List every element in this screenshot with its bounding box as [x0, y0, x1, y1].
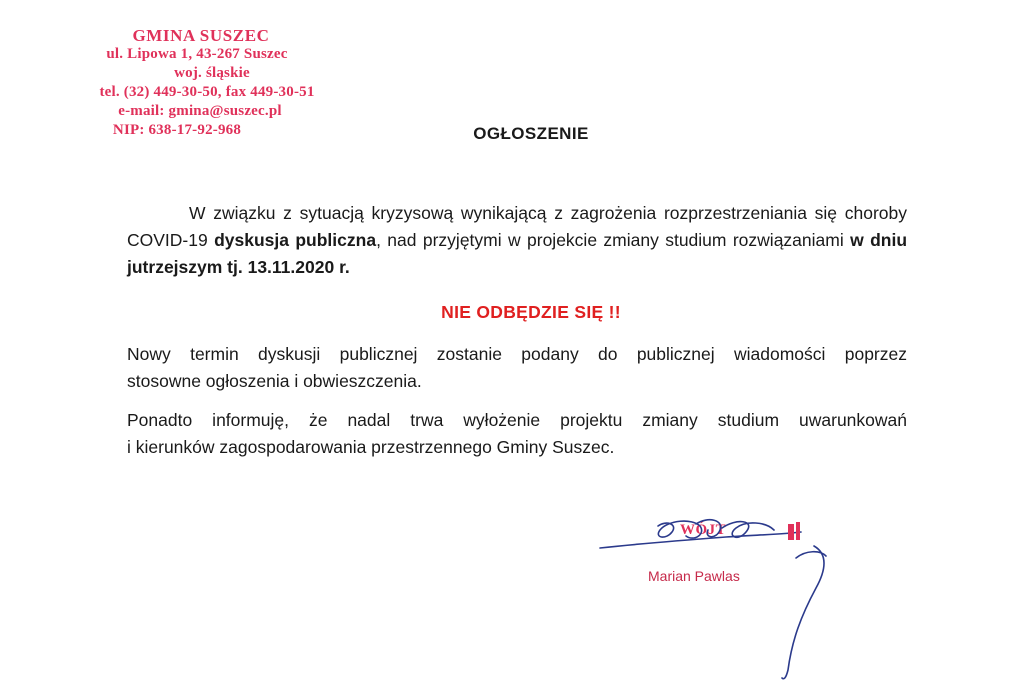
- paragraph1-text-a: W związku z sytuacją kryzysową wynikającą z zagrożenia rozprzestrzeniania się choroby COVID-19: [127, 203, 907, 250]
- stamp-email: e-mail: gmina@suszec.pl: [118, 103, 282, 119]
- stamp-phone: tel. (32) 449-30-50, fax 449-30-51: [99, 84, 315, 100]
- paragraph3-line1: Ponadto informuję, że nadal trwa wyłożenie projektu zmiany studium uwarunkowań: [127, 410, 907, 430]
- stamp-region: woj. śląskie: [174, 65, 250, 81]
- stamp-nip: NIP: 638-17-92-968: [112, 122, 242, 138]
- cancellation-notice: NIE ODBĘDZIE SIĘ !!: [441, 302, 621, 322]
- announcement-paragraph: [127, 200, 907, 281]
- signature-name: Marian Pawlas: [648, 568, 740, 584]
- paragraph1-bold-date: w dniu jutrzejszym tj. 13.11.2020 r.: [127, 230, 908, 277]
- paragraph2-line1: Nowy termin dyskusji publicznej zostanie podany do publicznej wiadomości poprzez: [127, 344, 907, 364]
- signature-role: WÓJT: [680, 522, 727, 538]
- stamp-name: GMINA SUSZEC: [132, 26, 270, 45]
- stamp-address: ul. Lipowa 1, 43-267 Suszec: [106, 46, 288, 62]
- paragraph1-text-b: , nad przyjętymi w projekcie zmiany studium rozwiązaniami: [376, 230, 851, 250]
- handwritten-signature: [596, 510, 856, 680]
- paragraph2-line2: stosowne ogłoszenia i obwieszczenia.: [127, 371, 422, 391]
- document-title: OGŁOSZENIE: [473, 124, 589, 143]
- exhibition-paragraph: [127, 407, 907, 461]
- paragraph1-bold-discussion: dyskusja publiczna: [214, 230, 377, 250]
- municipal-stamp: [52, 26, 342, 140]
- signature-block: [596, 510, 856, 680]
- new-date-paragraph: [127, 341, 907, 395]
- paragraph3-line2: i kierunków zagospodarowania przestrzennego Gminy Suszec.: [127, 437, 615, 457]
